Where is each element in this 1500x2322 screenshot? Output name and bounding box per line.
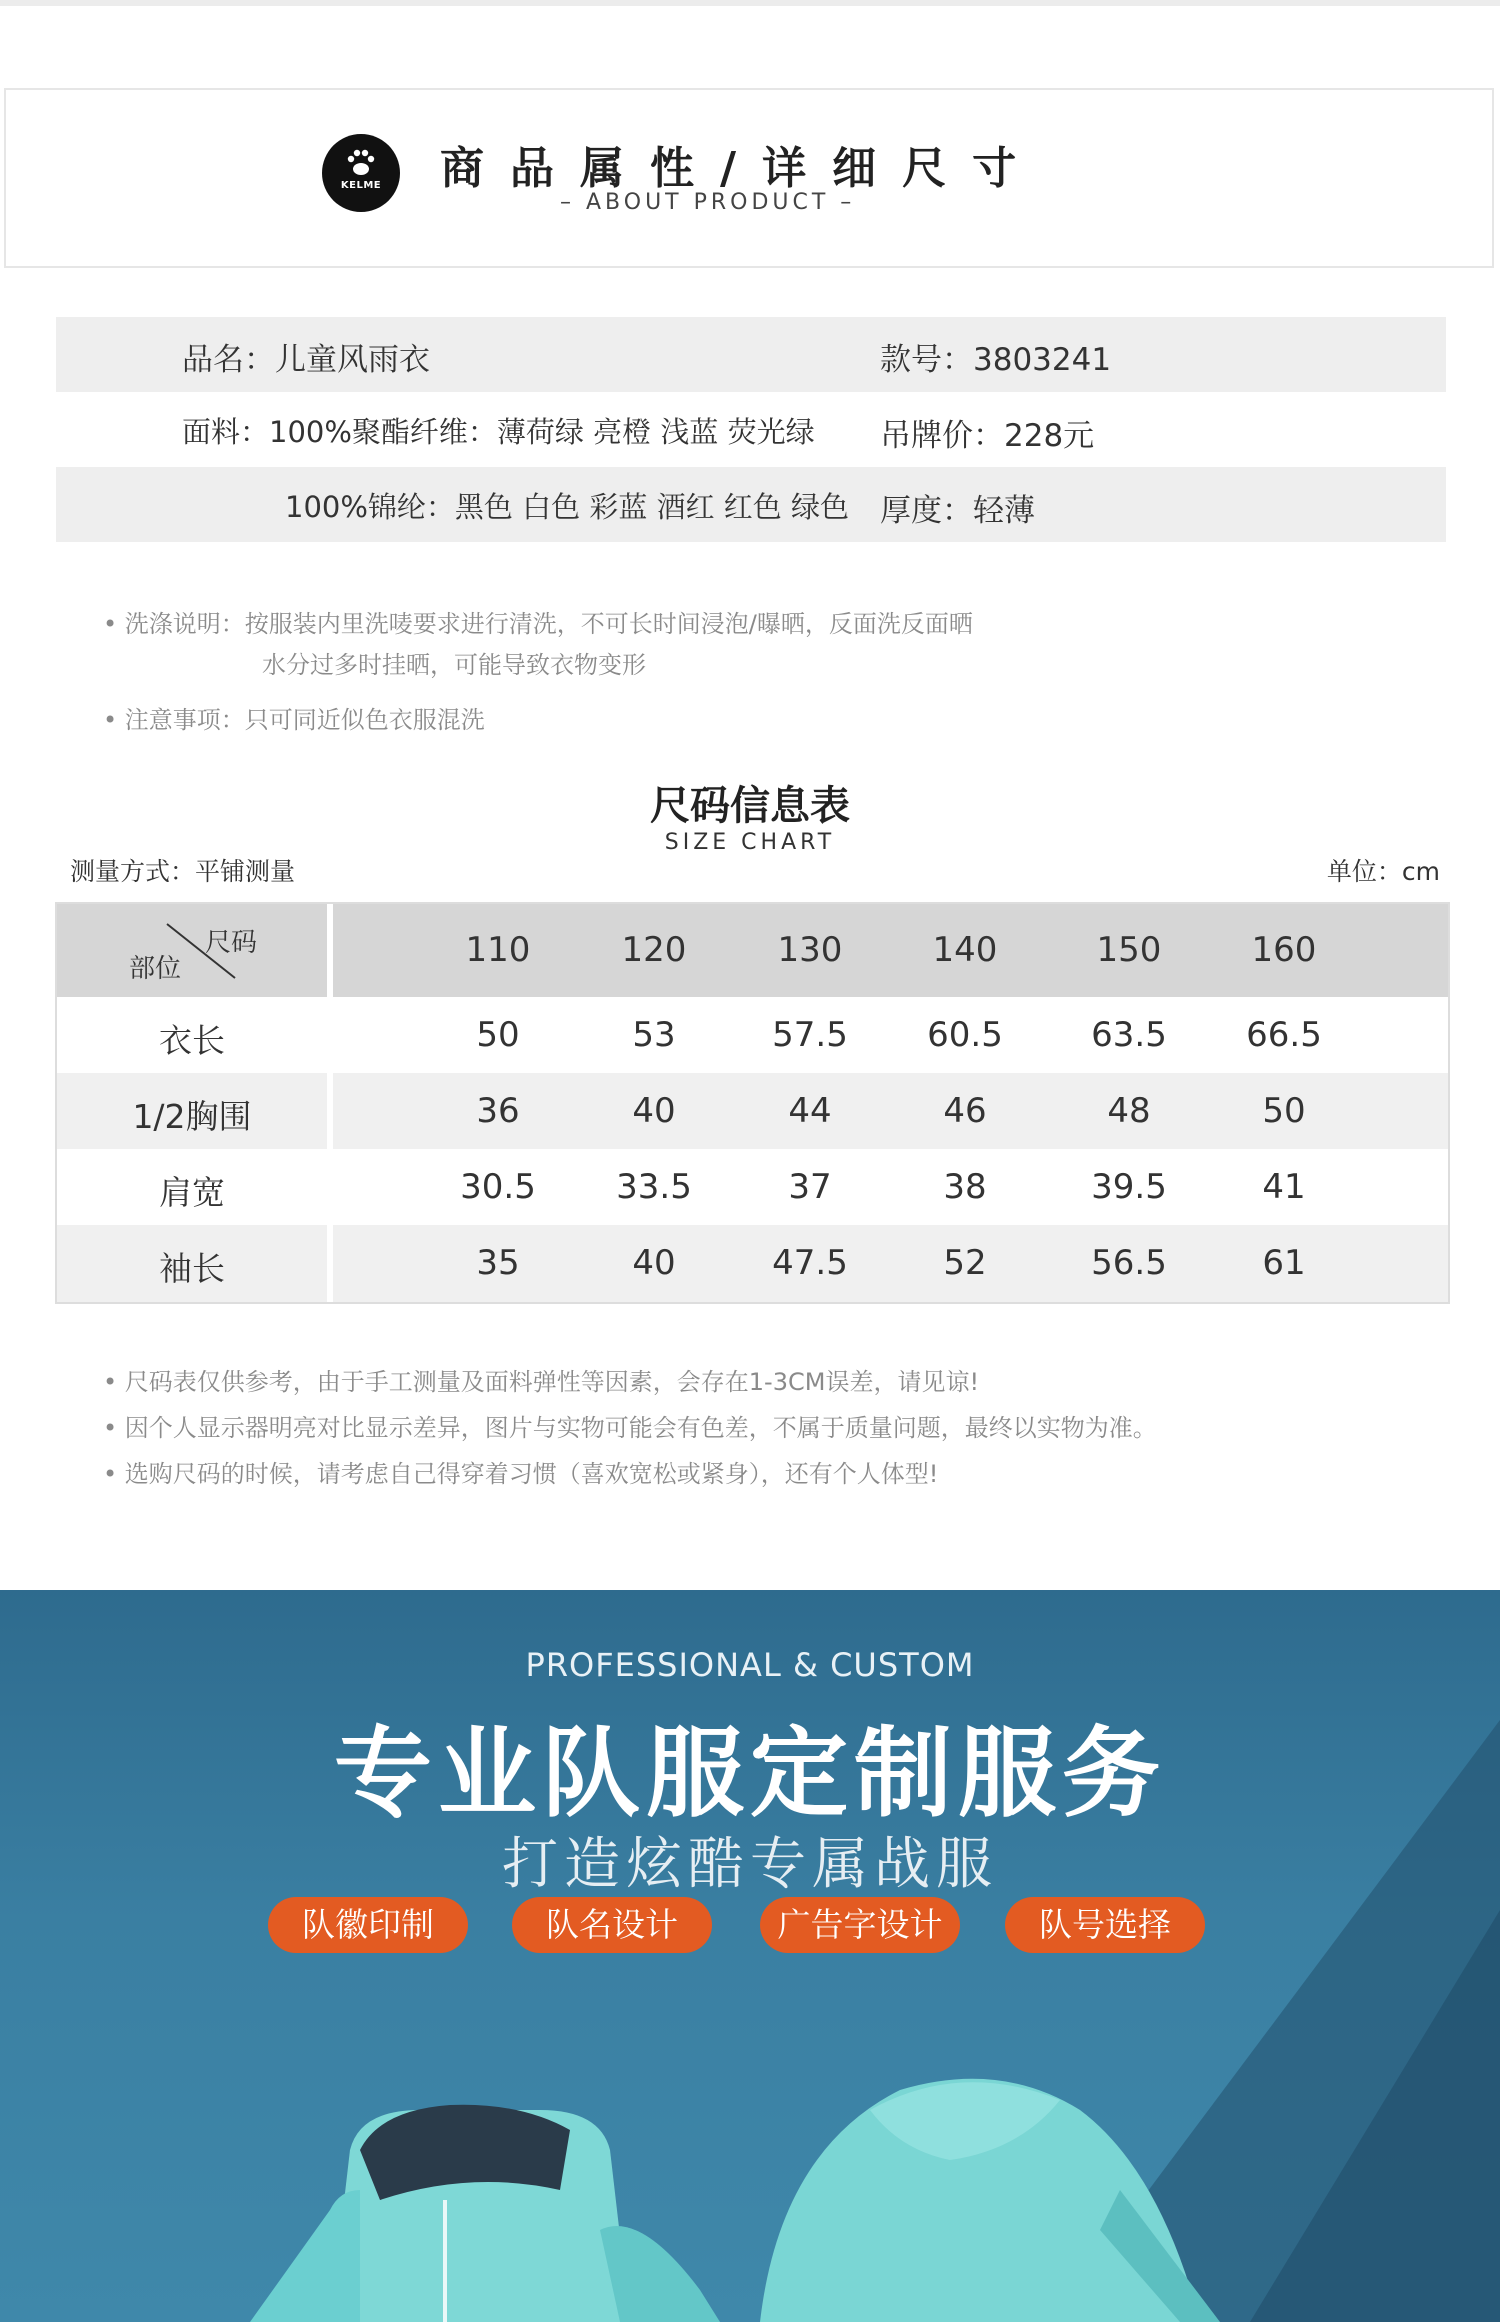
size-header: 150	[1096, 930, 1162, 970]
size-note: • 选购尺码的时候，请考虑自己得穿着习惯（喜欢宽松或紧身），还有个人体型!	[103, 1460, 939, 1488]
column-divider	[327, 904, 333, 1302]
row-label: 1/2胸围	[132, 1097, 252, 1136]
table-cell: 48	[1107, 1091, 1151, 1131]
table-cell: 40	[632, 1091, 676, 1131]
table-cell: 30.5	[460, 1167, 536, 1207]
table-cell: 50	[476, 1015, 520, 1055]
unit-label: 单位：cm	[1326, 857, 1440, 886]
table-cell: 57.5	[772, 1015, 848, 1055]
table-row	[57, 1225, 1448, 1302]
pill-logo-printing: 队徽印制	[268, 1897, 468, 1953]
fabric-info: 面料：100%聚酯纤维：薄荷绿 亮橙 浅蓝 荧光绿	[182, 415, 815, 449]
size-header: 140	[932, 930, 998, 970]
caution-note: • 注意事项：只可同近似色衣服混洗	[103, 706, 485, 734]
table-cell: 52	[943, 1243, 987, 1283]
table-cell: 38	[943, 1167, 987, 1207]
banner-subtitle: 打造炫酷专属战服	[502, 1832, 998, 1897]
product-name: 品名：儿童风雨衣	[182, 342, 430, 378]
logo-text: KELME	[340, 180, 382, 191]
size-table	[55, 902, 1450, 1304]
table-cell: 60.5	[927, 1015, 1003, 1055]
table-cell: 50	[1262, 1091, 1306, 1131]
table-row	[57, 1149, 1448, 1225]
table-cell: 46	[943, 1091, 987, 1131]
row-label: 肩宽	[159, 1173, 225, 1212]
size-header: 120	[621, 930, 687, 970]
pill-number-selection: 队号选择	[1005, 1897, 1205, 1953]
table-cell: 47.5	[772, 1243, 848, 1283]
thickness: 厚度：轻薄	[880, 493, 1035, 529]
table-cell: 33.5	[616, 1167, 692, 1207]
tag-price: 吊牌价：228元	[880, 418, 1095, 454]
size-note: • 因个人显示器明亮对比显示差异，图片与实物可能会有色差，不属于质量问题，最终以实物为准。	[103, 1414, 1157, 1442]
pill-ad-text-design: 广告字设计	[760, 1897, 960, 1953]
table-cell: 36	[476, 1091, 520, 1131]
fabric-info-2: 100%锦纶：黑色 白色 彩蓝 酒红 红色 绿色	[285, 490, 849, 524]
section-title: 商品属性/详细尺寸	[440, 143, 1043, 194]
size-chart-title: 尺码信息表	[650, 783, 850, 829]
corner-size-label: 尺码	[205, 928, 258, 958]
table-cell: 66.5	[1246, 1015, 1322, 1055]
row-label: 衣长	[159, 1021, 225, 1060]
top-divider	[0, 0, 1500, 6]
pill-team-name-design: 队名设计	[512, 1897, 712, 1953]
table-cell: 44	[788, 1091, 832, 1131]
table-cell: 61	[1262, 1243, 1306, 1283]
table-row	[57, 1073, 1448, 1149]
wash-instructions-cont: 水分过多时挂晒，可能导致衣物变形	[262, 651, 646, 679]
size-header: 160	[1251, 930, 1317, 970]
corner-part-label: 部位	[129, 954, 182, 984]
paw-icon	[343, 145, 379, 181]
size-note: • 尺码表仅供参考，由于手工测量及面料弹性等因素，会存在1-3CM误差，请见谅!	[103, 1368, 980, 1396]
table-header-row	[57, 904, 1448, 997]
corner-diagonal	[57, 904, 327, 997]
size-chart-subtitle: SIZE CHART	[664, 830, 836, 855]
row-label: 袖长	[159, 1249, 225, 1288]
style-number: 款号：3803241	[880, 342, 1112, 378]
size-header: 110	[465, 930, 531, 970]
banner-title: 专业队服定制服务	[333, 1717, 1166, 1831]
section-subtitle: – ABOUT PRODUCT –	[560, 190, 856, 215]
table-cell: 35	[476, 1243, 520, 1283]
wash-instructions: • 洗涤说明：按服装内里洗唛要求进行清洗，不可长时间浸泡/曝晒，反面洗反面晒	[103, 610, 973, 638]
size-header: 130	[777, 930, 843, 970]
table-cell: 53	[632, 1015, 676, 1055]
table-row	[57, 997, 1448, 1073]
table-cell: 41	[1262, 1167, 1306, 1207]
table-cell: 56.5	[1091, 1243, 1167, 1283]
table-cell: 63.5	[1091, 1015, 1167, 1055]
table-cell: 40	[632, 1243, 676, 1283]
measure-method: 测量方式：平铺测量	[70, 857, 296, 886]
table-cell: 39.5	[1091, 1167, 1167, 1207]
table-cell: 37	[788, 1167, 832, 1207]
banner-english-title: PROFESSIONAL & CUSTOM	[525, 1646, 975, 1684]
